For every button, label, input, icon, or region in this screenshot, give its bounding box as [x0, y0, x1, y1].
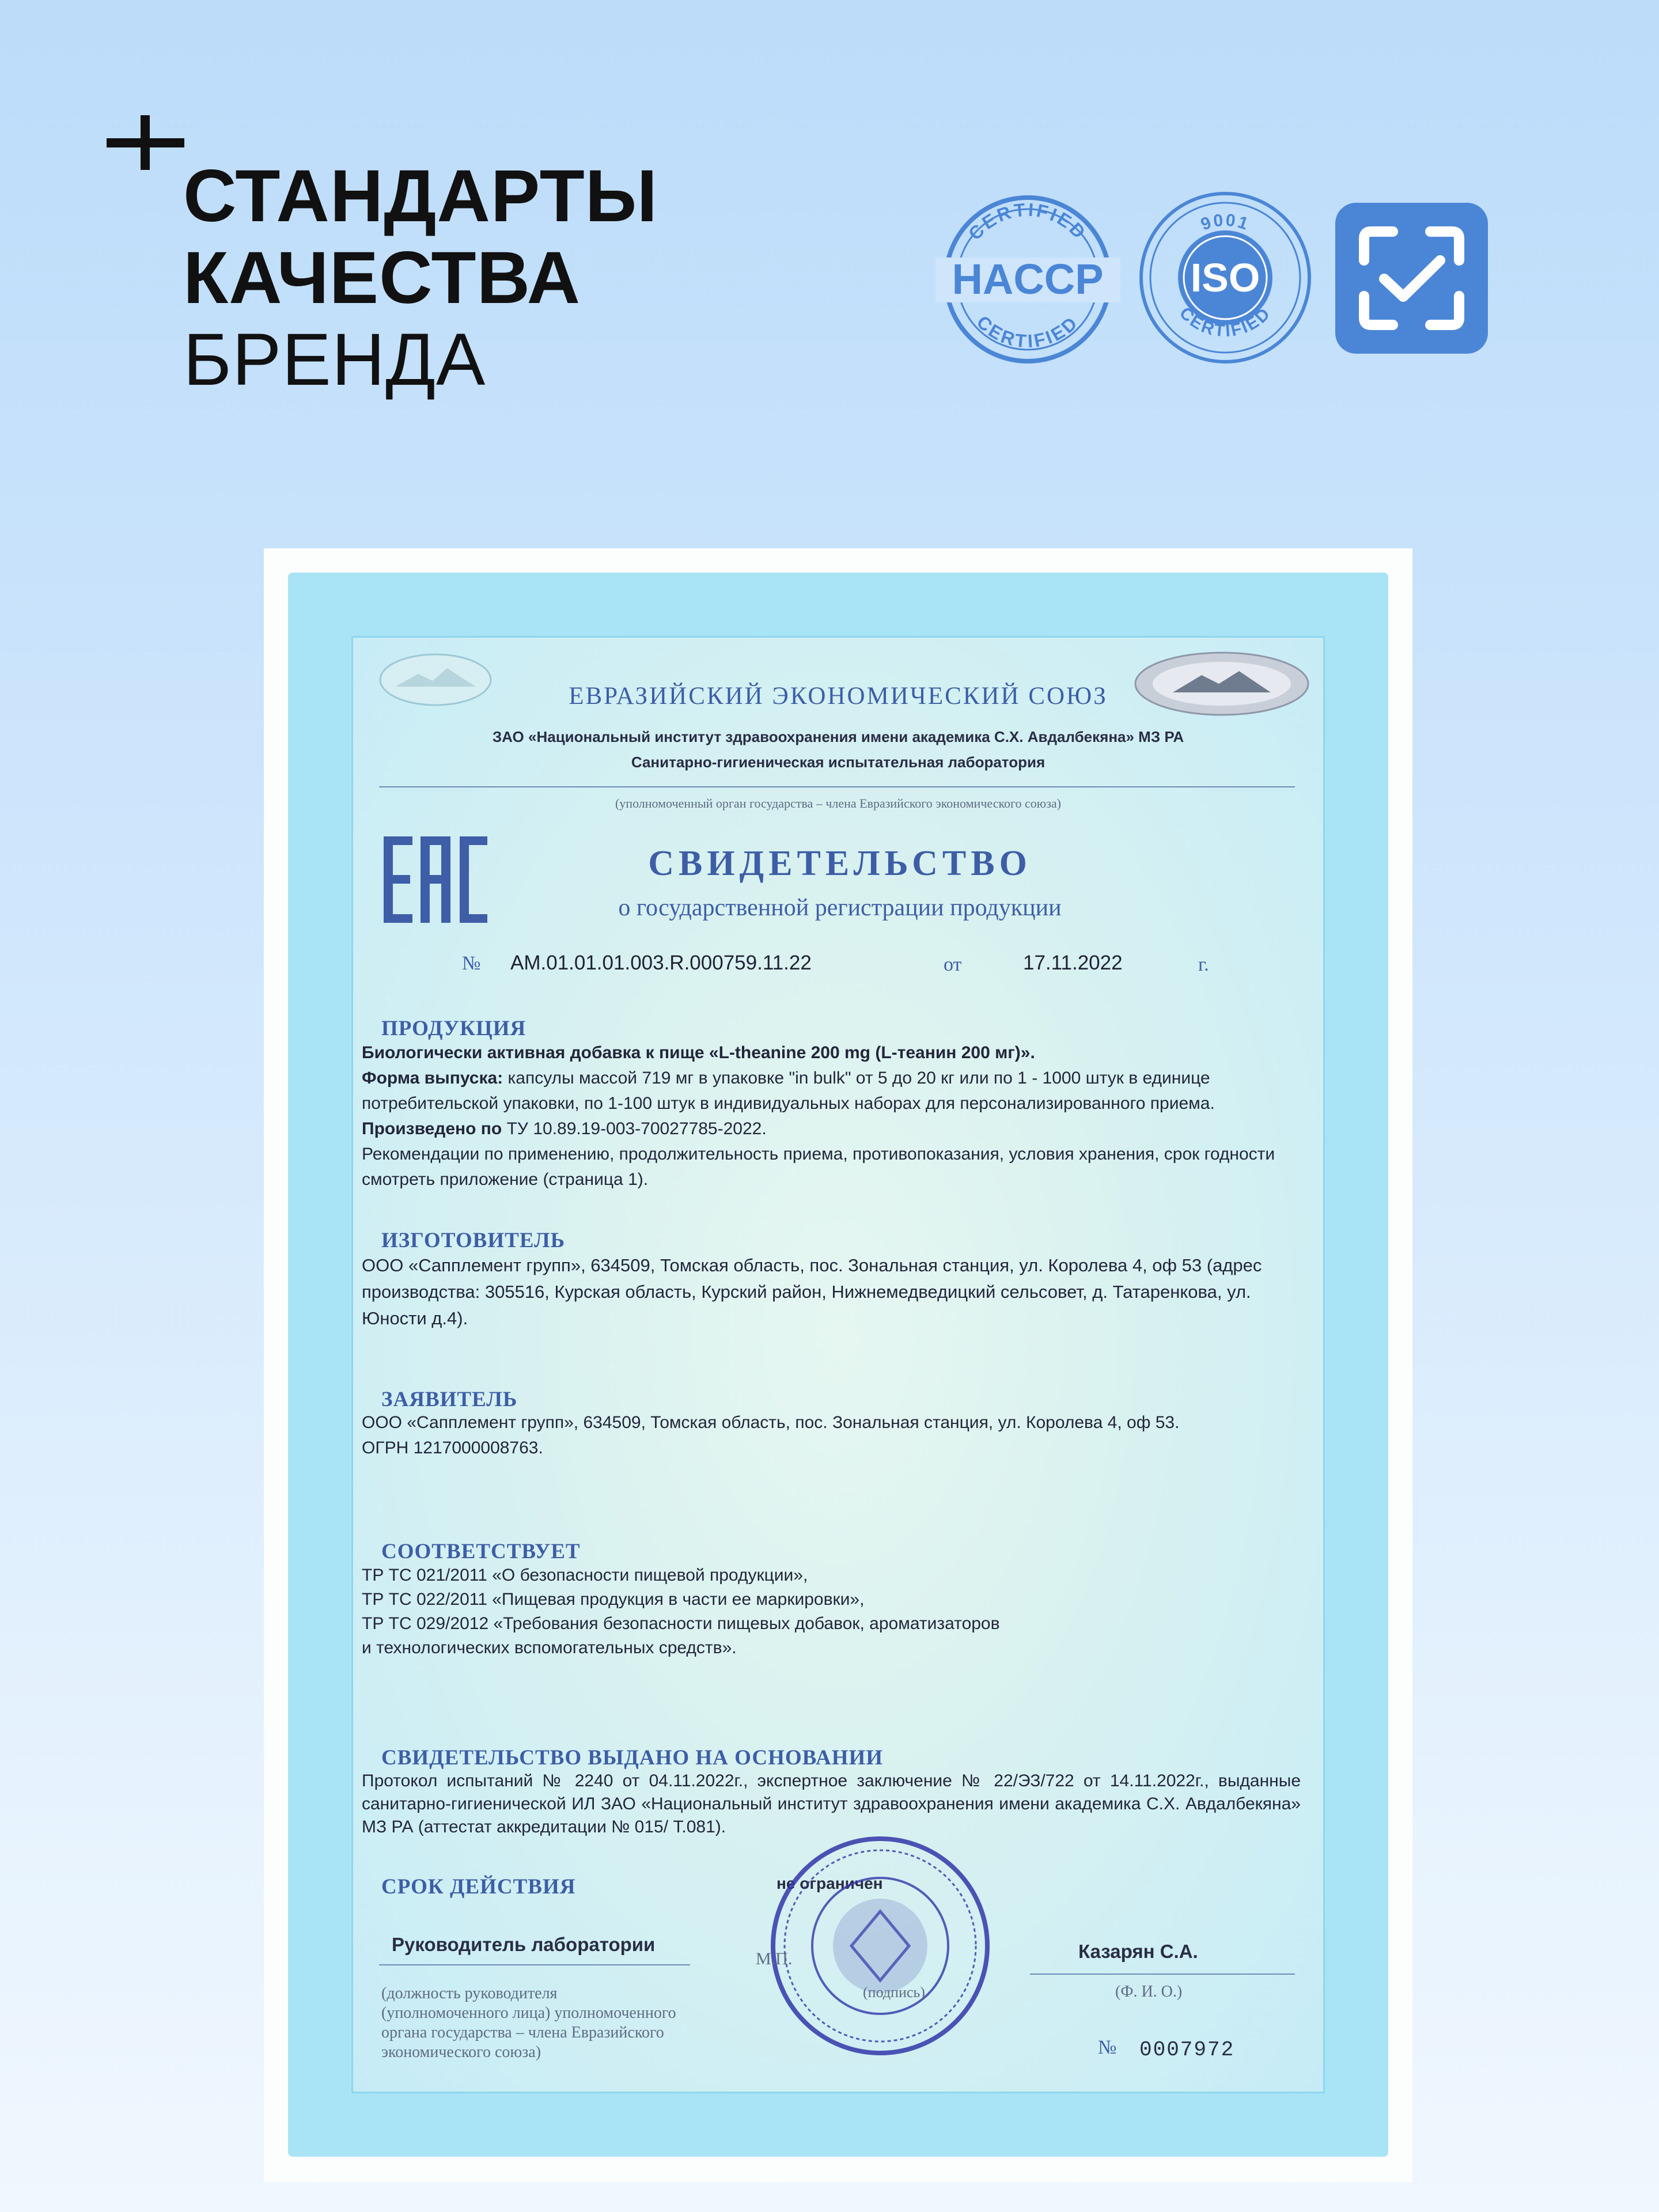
conformity-section: [362, 1563, 1301, 1660]
basis-heading: СВИДЕТЕЛЬСТВО ВЫДАНО НА ОСНОВАНИИ: [381, 1746, 884, 1770]
iso-top-text: 9001: [1198, 210, 1252, 234]
manufacturer-heading: ИЗГОТОВИТЕЛЬ: [381, 1229, 566, 1252]
produced-text: ТУ 10.89.19-003-70027785-2022.: [502, 1119, 767, 1138]
certificate-subtitle: о государственной регистрации продукции: [618, 895, 1062, 921]
svg-text:CERTIFIED: [973, 312, 1083, 352]
headline-line-3: БРЕНДА: [183, 319, 486, 401]
position-note: [381, 1984, 704, 2062]
number-label: №: [462, 953, 481, 974]
fio-label: (Ф. И. О.): [1115, 1983, 1183, 2001]
svg-text:CERTIFIED: [964, 199, 1091, 244]
conformity-line-4: и технологических вспомогательных средств».: [362, 1638, 737, 1657]
iso-center-text: ISO: [1190, 255, 1260, 300]
position-note-line-4: экономического союза): [381, 2043, 541, 2061]
mp-label: М.П.: [756, 1949, 793, 1968]
product-recommendations: Рекомендации по применению, продолжительность приема, противопоказания, условия хранения, срок годности смотреть приложение (страница 1).: [362, 1145, 1275, 1189]
haccp-bottom-text: CERTIFIED: [972, 311, 1083, 352]
headline-line-2: КАЧЕСТВА: [183, 237, 581, 319]
produced-label: Произведено по: [362, 1119, 502, 1138]
signature-label: (подпись): [863, 1984, 925, 2001]
applicant-heading: ЗАЯВИТЕЛЬ: [381, 1388, 518, 1411]
checkmark-scan-icon: [1335, 203, 1488, 354]
conformity-line-2: ТР ТС 022/2011 «Пищевая продукция в части ее маркировки»,: [362, 1590, 865, 1609]
serial-number: 0007972: [1139, 2038, 1235, 2062]
serial-label: №: [1098, 2037, 1117, 2058]
plus-icon: [107, 115, 184, 170]
conformity-line-3: ТР ТС 029/2012 «Требования безопасности пищевых добавок, ароматизаторов: [362, 1614, 1000, 1633]
manufacturer-text: ООО «Сапплемент групп», 634509, Томская область, пос. Зональная станция, ул. Королева 4, оф 53 (адрес производства: 305516, Курская область, Курский район, Нижнемедведицкий сельсовет, д. Татаренкова, ул. Юности д.4).: [362, 1255, 1262, 1328]
product-name: Биологически активная добавка к пище «L-theanine 200 mg (L-теанин 200 мг)».: [362, 1043, 1035, 1062]
product-section: [362, 1040, 1301, 1192]
certificate-title: СВИДЕТЕЛЬСТВО: [648, 844, 1032, 883]
headline-line-1: СТАНДАРТЫ: [183, 155, 658, 237]
conformity-line-1: ТР ТС 021/2011 «О безопасности пищевой продукции»,: [362, 1566, 808, 1585]
basis-text: Протокол испытаний № 2240 от 04.11.2022г., экспертное заключение № 22/ЭЗ/722 от 14.11.2022г., выданные санитарно-гигиенической ИЛ ЗАО «Национальный институт здравоохранения имени академика С.Х. Авдалбекяна» МЗ РА (аттестат аккредитации № 015/ Т.081).: [362, 1771, 1301, 1836]
applicant-section: [362, 1410, 1301, 1461]
product-produced: [362, 1116, 1301, 1142]
certificate-document: [264, 548, 1412, 2182]
union-title: ЕВРАЗИЙСКИЙ ЭКОНОМИЧЕСКИЙ СОЮЗ: [569, 683, 1108, 710]
org-line-1: ЗАО «Национальный институт здравоохранения имени академика С.Х. Авдалбекяна» МЗ РА: [492, 728, 1184, 745]
certificate-date: 17.11.2022: [1023, 952, 1123, 974]
validity-heading: СРОК ДЕЙСТВИЯ: [381, 1875, 576, 1899]
signer-position: Руководитель лаборатории: [392, 1934, 656, 1955]
position-note-line-2: (уполномоченного лица) уполномоченного: [381, 2004, 676, 2022]
validity-value: не ограничен: [777, 1874, 883, 1892]
position-note-line-3: органа государства – члена Евразийского: [381, 2024, 664, 2041]
iso-bottom-text: CERTIFIED: [1175, 303, 1275, 341]
page-headline: [183, 156, 658, 401]
signer-name: Казарян С.А.: [1078, 1941, 1198, 1962]
applicant-line-1: ООО «Сапплемент групп», 634509, Томская область, пос. Зональная станция, ул. Королева 4, оф 53.: [362, 1413, 1180, 1432]
applicant-line-2: ОГРН 1217000008763.: [362, 1438, 543, 1457]
official-seal-stamp: [765, 1831, 995, 2061]
position-note-line-1: (должность руководителя: [381, 1984, 558, 2002]
org-line-2: Санитарно-гигиеническая испытательная лаборатория: [631, 753, 1046, 771]
certificate-number: AM.01.01.01.003.R.000759.11.22: [510, 952, 812, 974]
year-suffix: г.: [1198, 954, 1209, 975]
product-form: [362, 1066, 1301, 1116]
form-label: Форма выпуска:: [362, 1069, 503, 1088]
form-text: капсулы массой 719 мг в упаковке "in bulk" от 5 до 20 кг или по 1 - 1000 штук в единице потребительской упаковки, по 1-100 штук в индивидуальных наборах для персонализированного приема.: [362, 1069, 1215, 1113]
iso-9001-badge: [1138, 190, 1313, 366]
haccp-center-text: HACCP: [952, 255, 1104, 303]
date-label: от: [944, 954, 962, 975]
product-heading: ПРОДУКЦИЯ: [381, 1017, 527, 1040]
haccp-certified-badge: [934, 193, 1122, 366]
conformity-heading: СООТВЕТСТВУЕТ: [381, 1540, 581, 1563]
haccp-top-text: CERTIFIED: [964, 199, 1091, 244]
authority-note: (уполномоченный орган государства – члена Евразийского экономического союза): [615, 796, 1062, 810]
